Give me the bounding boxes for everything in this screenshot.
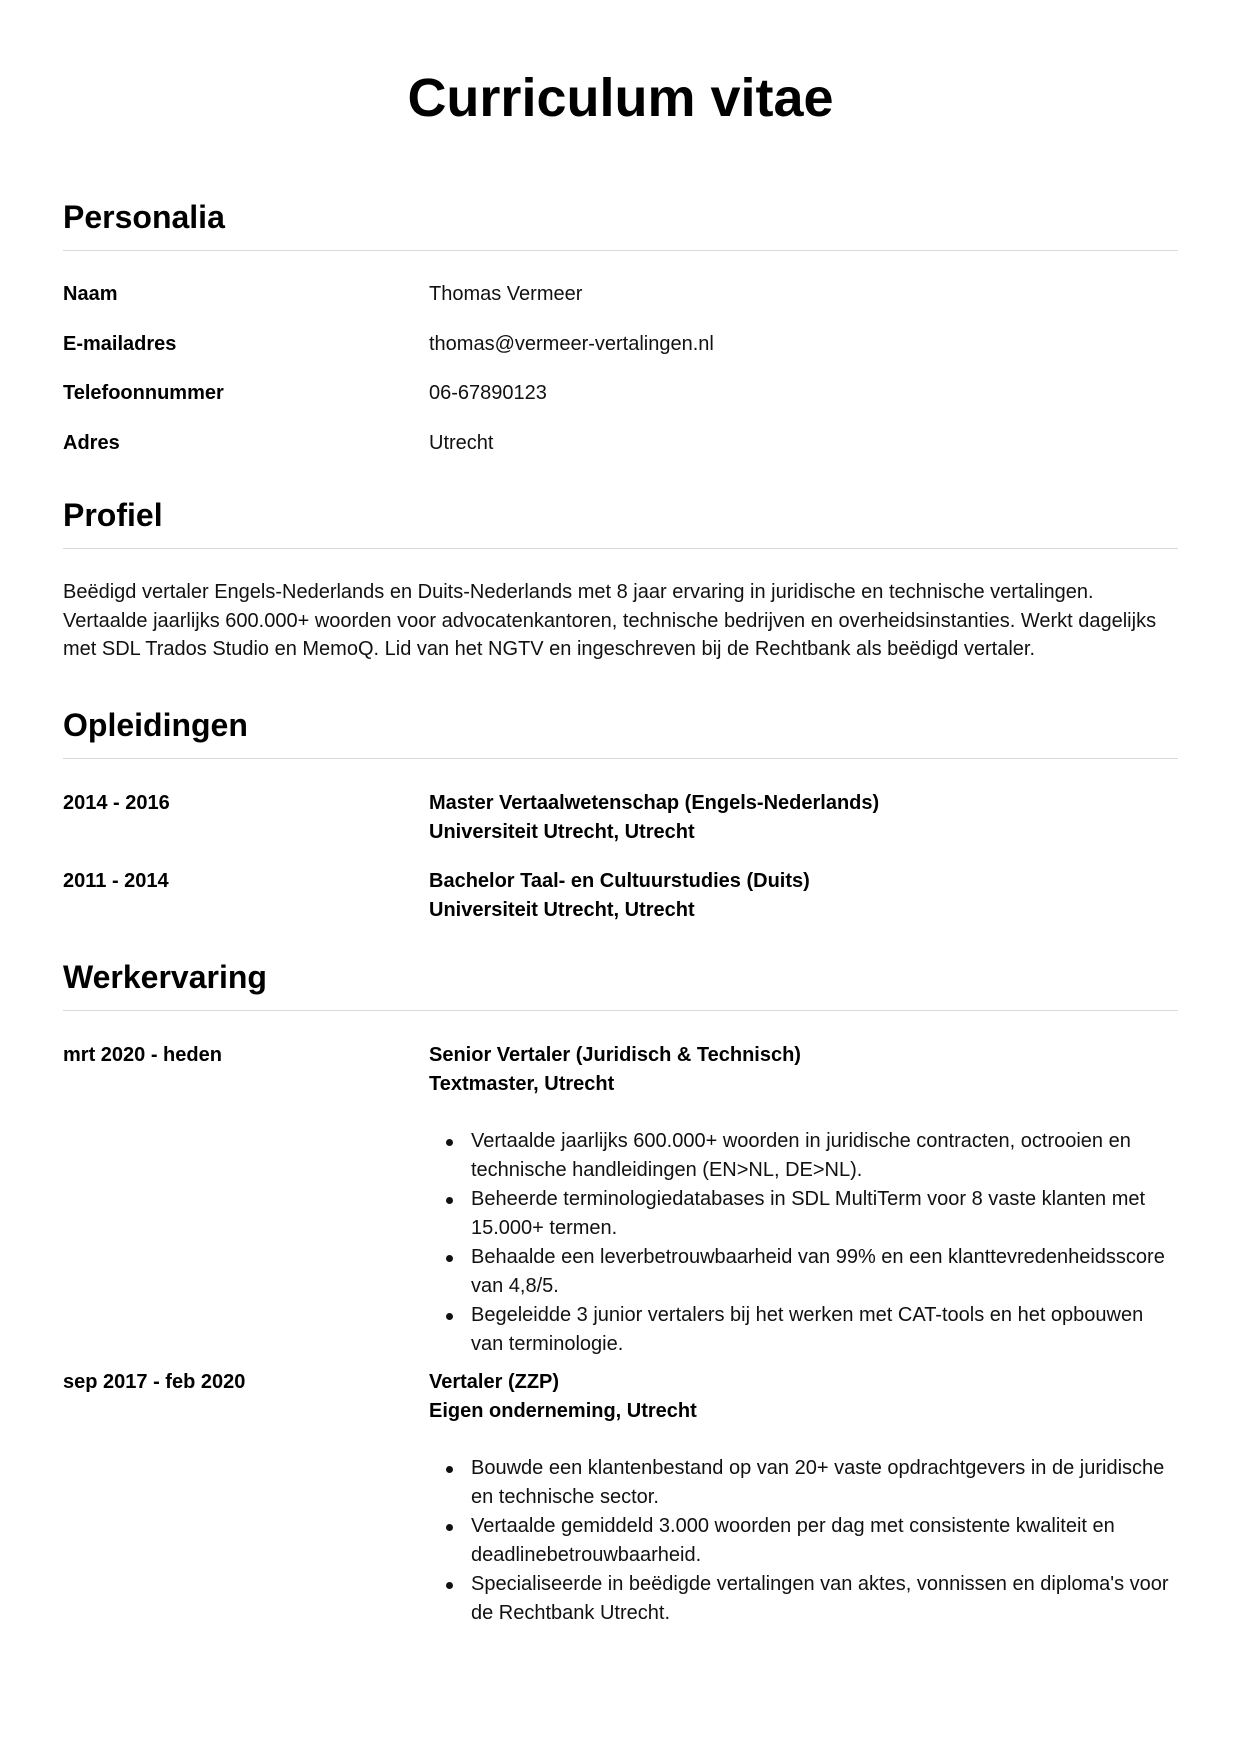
- section-divider: [63, 250, 1178, 251]
- achievement-text: Bouwde een klantenbestand op van 20+ vaste opdrachtgevers in de juridische en technische sector.: [471, 1456, 1165, 1508]
- section-heading-personalia: Personalia: [63, 199, 225, 235]
- achievement-item: [429, 1301, 1178, 1359]
- detail-label: Adres: [63, 431, 120, 454]
- entry-title: Vertaler (ZZP): [429, 1370, 560, 1393]
- profile-summary: Beëdigd vertaler Engels-Nederlands en Duits-Nederlands met 8 jaar ervaring in juridische en technische vertalingen. Vertaalde jaarlijks 600.000+ woorden voor advocatenkantoren, technische bedrijven en overheidsinstanties. Werkt dagelijks met SDL Trados Studio en MemoQ. Lid van het NGTV en ingeschreven bij de Rechtbank als beëdigd vertaler.: [63, 581, 1157, 660]
- detail-label: Naam: [63, 283, 118, 305]
- achievement-item: [429, 1570, 1178, 1628]
- section-werkervaring: [63, 957, 1178, 1628]
- section-profiel: [63, 495, 1178, 664]
- entry-body: [429, 1368, 1178, 1628]
- work-entry: [63, 1368, 1178, 1628]
- detail-row-telefoon: [63, 381, 1178, 431]
- achievement-item: [429, 1127, 1178, 1185]
- detail-row-adres: [63, 431, 1178, 481]
- entry-organization: Eigen onderneming, Utrecht: [429, 1399, 697, 1422]
- detail-value: 06-67890123: [429, 382, 547, 404]
- entry-period: 2014 - 2016: [63, 791, 170, 814]
- section-heading-profiel: Profiel: [63, 497, 163, 533]
- detail-value: thomas@vermeer-vertalingen.nl: [429, 332, 714, 355]
- achievement-list: [429, 1127, 1178, 1359]
- education-entry: [63, 789, 1178, 847]
- achievement-item: [429, 1185, 1178, 1243]
- entry-organization: Textmaster, Utrecht: [429, 1072, 615, 1095]
- achievement-list: [429, 1454, 1178, 1628]
- achievement-item: [429, 1243, 1178, 1301]
- section-heading-opleidingen: Opleidingen: [63, 706, 248, 743]
- section-heading-werkervaring: Werkervaring: [63, 958, 267, 995]
- personal-details-table: [63, 282, 1178, 480]
- detail-value: Utrecht: [429, 431, 494, 454]
- bullet-icon: [446, 1313, 453, 1320]
- bullet-icon: [446, 1255, 453, 1262]
- section-personalia: [63, 197, 1178, 480]
- achievement-text: Behaalde een leverbetrouwbaarheid van 99% en een klanttevredenheidsscore van 4,8/5.: [471, 1245, 1165, 1297]
- entry-organization: Universiteit Utrecht, Utrecht: [429, 898, 695, 921]
- section-divider: [63, 1010, 1178, 1011]
- bullet-icon: [446, 1582, 453, 1589]
- detail-label: Telefoonnummer: [63, 382, 224, 404]
- entry-body: [429, 789, 1178, 847]
- entry-period: 2011 - 2014: [63, 869, 169, 892]
- entry-body: [429, 1041, 1178, 1359]
- section-divider: [63, 548, 1178, 549]
- bullet-icon: [446, 1466, 453, 1473]
- entry-period: mrt 2020 - heden: [63, 1043, 222, 1066]
- work-experience-list: [63, 1041, 1178, 1628]
- achievement-text: Vertaalde gemiddeld 3.000 woorden per dag met consistente kwaliteit en deadlinebetrouwbaarheid.: [471, 1514, 1115, 1566]
- achievement-item: [429, 1512, 1178, 1570]
- education-entry: [63, 867, 1178, 925]
- detail-label: E-mailadres: [63, 332, 177, 355]
- education-list: [63, 789, 1178, 925]
- bullet-icon: [446, 1139, 453, 1146]
- bullet-icon: [446, 1197, 453, 1204]
- achievement-text: Begeleidde 3 junior vertalers bij het werken met CAT-tools en het opbouwen van terminologie.: [471, 1303, 1144, 1355]
- entry-period: sep 2017 - feb 2020: [63, 1370, 246, 1393]
- work-entry: [63, 1041, 1178, 1359]
- entry-title: Master Vertaalwetenschap (Engels-Nederlands): [429, 791, 880, 814]
- document-title: Curriculum vitae: [407, 68, 834, 128]
- detail-row-naam: [63, 282, 1178, 332]
- detail-row-email: [63, 332, 1178, 382]
- section-opleidingen: [63, 705, 1178, 925]
- entry-title: Bachelor Taal- en Cultuurstudies (Duits): [429, 869, 810, 892]
- achievement-text: Beheerde terminologiedatabases in SDL MultiTerm voor 8 vaste klanten met 15.000+ termen.: [471, 1187, 1146, 1239]
- detail-value: Thomas Vermeer: [429, 283, 583, 305]
- entry-body: [429, 867, 1178, 925]
- bullet-icon: [446, 1524, 453, 1531]
- entry-title: Senior Vertaler (Juridisch & Technisch): [429, 1043, 801, 1066]
- entry-organization: Universiteit Utrecht, Utrecht: [429, 820, 695, 843]
- achievement-text: Vertaalde jaarlijks 600.000+ woorden in juridische contracten, octrooien en technische handleidingen (EN>NL, DE>NL).: [471, 1129, 1131, 1181]
- achievement-text: Specialiseerde in beëdigde vertalingen van aktes, vonnissen en diploma's voor de Rechtbank Utrecht.: [471, 1572, 1169, 1624]
- section-divider: [63, 758, 1178, 759]
- achievement-item: [429, 1454, 1178, 1512]
